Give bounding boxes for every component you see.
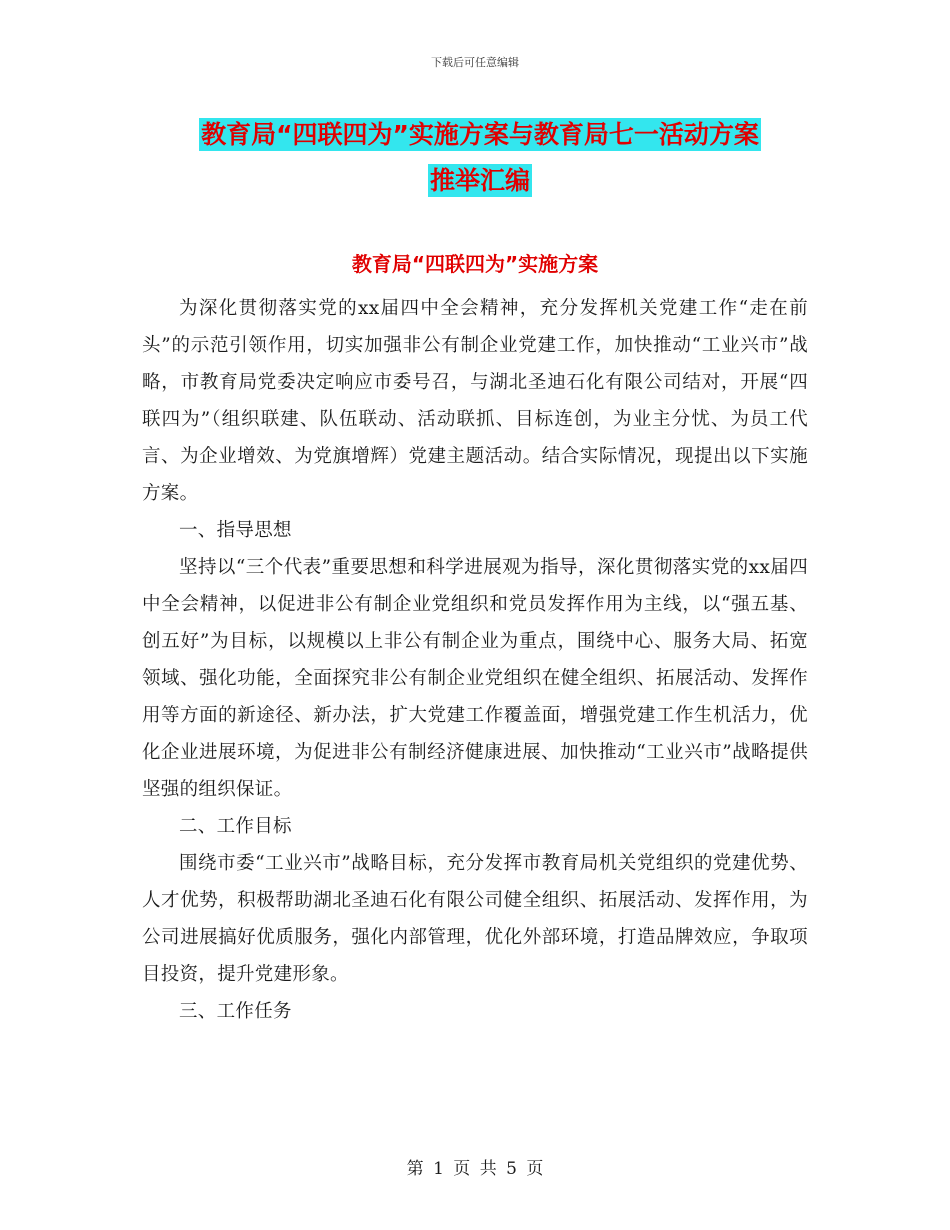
heading-guiding-ideology: 一、指导思想 (179, 520, 292, 541)
document-title-line-1: 教育局“四联四为”实施方案与教育局七一活动方案 (201, 120, 759, 149)
document-title-line-2: 推举汇编 (429, 166, 530, 195)
document-title (140, 112, 820, 204)
paragraph-intro: 为深化贯彻落实党的xx届四中全会精神，充分发挥机关党建工作“走在前头”的示范引领作用，切实加强非公有制企业党建工作，加快推动“工业兴市”战略，市教育局党委决定响应市委号召，与湖北圣迪石化有限公司结对，开展“四联四为”（组织联建、队伍联动、活动联抓、目标连创，为业主分忧、为员工代言、为企业增效、为党旗增辉）党建主题活动。结合实际情况，现提出以下实施方案。 (142, 298, 808, 504)
heading-work-goals: 二、工作目标 (179, 816, 292, 837)
paragraph-guiding-ideology: 坚持以“三个代表”重要思想和科学进展观为指导，深化贯彻落实党的xx届四中全会精神，以促进非公有制企业党组织和党员发挥作用为主线，以“强五基、创五好”为目标，以规模以上非公有制企业为重点，围绕中心、服务大局、拓宽领域、强化功能，全面探究非公有制企业党组织在健全组织、拓展活动、发挥作用等方面的新途径、新办法，扩大党建工作覆盖面，增强党建工作生机活力，优化企业进展环境，为促进非公有制经济健康进展、加快推动“工业兴市”战略提供坚强的组织保证。 (142, 557, 808, 800)
paragraph-work-goals: 围绕市委“工业兴市”战略目标，充分发挥市教育局机关党组织的党建优势、人才优势，积极帮助湖北圣迪石化有限公司健全组织、拓展活动、发挥作用，为公司进展搞好优质服务，强化内部管理，优化外部环境，打造品牌效应，争取项目投资，提升党建形象。 (142, 853, 808, 985)
heading-work-tasks: 三、工作任务 (179, 1001, 292, 1022)
document-body (142, 290, 808, 1030)
page-number: 第 1 页 共 5 页 (406, 1159, 544, 1179)
header-note: 下载后可任意编辑 (431, 56, 519, 69)
section-title: 教育局“四联四为”实施方案 (351, 252, 599, 276)
